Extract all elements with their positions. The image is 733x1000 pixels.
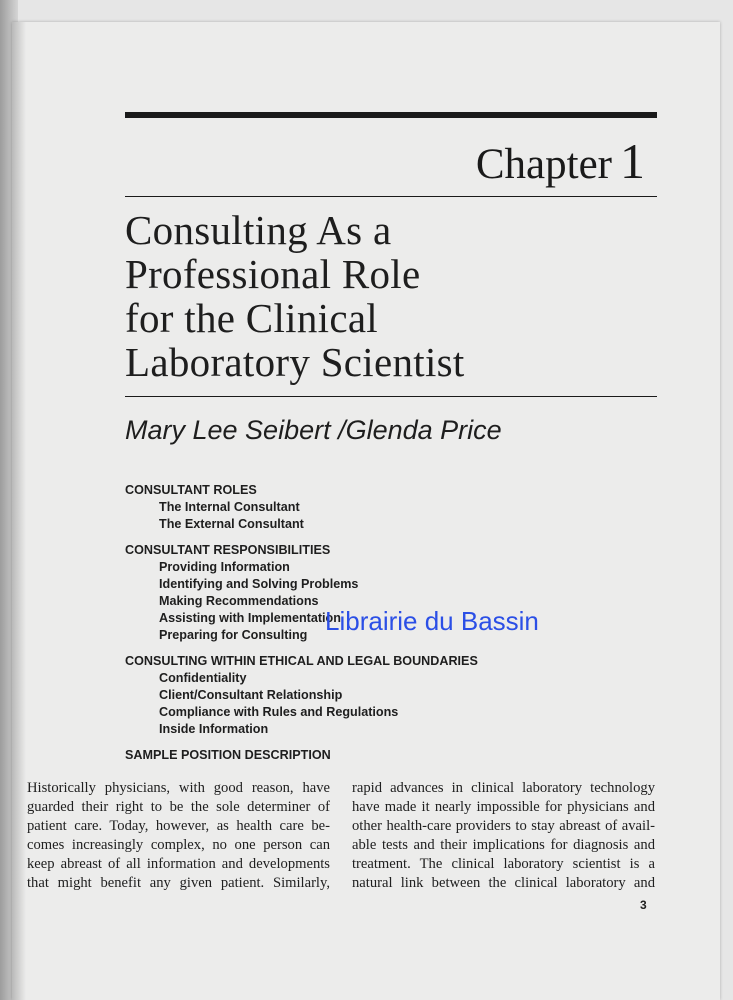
outline-item: Inside Information xyxy=(159,722,269,736)
authors: Mary Lee Seibert /Glenda Price xyxy=(125,415,502,445)
body-line: have made it nearly impossible for physicians and xyxy=(352,799,655,815)
body-line: keep abreast of all information and developments xyxy=(27,856,330,872)
chapter-number: 1 xyxy=(620,133,645,189)
body-line: that might benefit any given patient. Similarly, xyxy=(27,875,330,891)
outline-item: Identifying and Solving Problems xyxy=(159,577,359,591)
title-line: Professional Role xyxy=(125,251,421,297)
outline-item: The Internal Consultant xyxy=(159,500,300,514)
outline-item: Providing Information xyxy=(159,560,290,574)
chapter-heading xyxy=(475,133,645,189)
outline-item: Making Recommendations xyxy=(159,594,319,608)
title-line: for the Clinical xyxy=(125,295,379,341)
outline-item: Confidentiality xyxy=(159,671,247,685)
outline-heading: CONSULTANT ROLES xyxy=(125,483,257,497)
title-line: Consulting As a xyxy=(125,207,392,253)
body-line: patient care. Today, however, as health care be- xyxy=(27,818,330,834)
title-line: Laboratory Scientist xyxy=(125,339,465,385)
outline-item: Assisting with Implementation xyxy=(159,611,341,625)
page-number: 3 xyxy=(640,898,647,912)
body-line: treatment. The clinical laboratory scientist is a xyxy=(352,856,655,872)
body-line: Historically physicians, with good reason, have xyxy=(27,780,330,796)
outline-heading: SAMPLE POSITION DESCRIPTION xyxy=(125,748,331,762)
title-rule xyxy=(125,396,657,397)
body-line: rapid advances in clinical laboratory technology xyxy=(352,780,655,796)
watermark: Librairie du Bassin xyxy=(325,606,539,636)
chapter-rule xyxy=(125,196,657,197)
page-spine-shading xyxy=(12,22,26,1000)
outline-item: Compliance with Rules and Regulations xyxy=(159,705,399,719)
outline-item: Preparing for Consulting xyxy=(159,628,308,642)
body-line: guarded their right to be the sole determiner of xyxy=(27,799,330,815)
top-thick-rule xyxy=(125,112,657,118)
body-line: other health-care providers to stay abreast of avail- xyxy=(352,818,655,834)
chapter-label: Chapter xyxy=(475,141,612,188)
outline-heading: CONSULTANT RESPONSIBILITIES xyxy=(125,543,331,557)
body-line: natural link between the clinical laboratory and xyxy=(352,875,655,891)
body-line: comes increasingly complex, no one person can xyxy=(27,837,330,853)
outline-item: Client/Consultant Relationship xyxy=(159,688,343,702)
body-line: able tests and their implications for diagnosis and xyxy=(352,837,655,853)
outline-heading: CONSULTING WITHIN ETHICAL AND LEGAL BOUNDARIES xyxy=(125,654,478,668)
body-column-right xyxy=(352,779,655,893)
body-column-left xyxy=(27,779,330,893)
chapter-title xyxy=(125,208,665,384)
book-page xyxy=(12,22,720,1000)
outline-item: The External Consultant xyxy=(159,517,304,531)
